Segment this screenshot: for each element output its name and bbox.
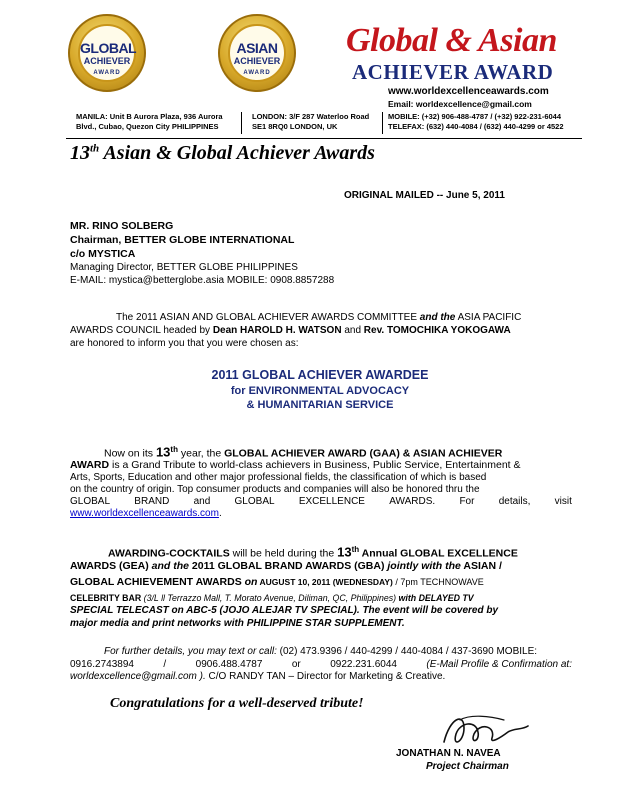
para4-line [70,659,572,671]
london-address [252,112,369,132]
word: AWARDS. [389,496,436,507]
text: ASIA PACIFIC [455,312,522,323]
text: 13 [155,444,171,460]
text: is a Grand Tribute to world-class achievers in Business, Public Service, Entertainment & [109,459,521,471]
signatory-title: Project Chairman [426,761,509,772]
signatory-name: JONATHAN N. NAVEA [396,748,501,759]
text: and the [419,312,456,323]
text: th [351,545,360,554]
phone-number: 0922.231.6044 [330,659,397,670]
word: EXCELLENCE [298,496,365,507]
para2-line: on the country of origin. Top consumer products and companies will also be honored thru the [70,484,480,495]
title-text: Asian & Global Achiever Awards [99,142,375,164]
text: GLOBAL ACHIEVER AWARD (GAA) & ASIAN ACHIEVER [224,447,503,460]
text: Rev. TOMOCHIKA YOKOGAWA [363,325,511,336]
word: GLOBAL [234,496,275,507]
header-email: Email: worldexcellence@gmail.com [388,99,532,109]
seal-word: ASIAN [236,40,278,56]
website-link[interactable]: www.worldexcellenceawards.com [388,86,549,97]
seal-word: ACHIEVER [233,56,281,66]
para2-line [104,444,502,460]
word: and [193,496,211,507]
para4-line [104,646,537,658]
address-line: MANILA: Unit B Aurora Plaza, 936 Aurora [76,112,223,121]
text: CELEBRITY BAR [70,593,144,603]
recipient-role: Managing Director, BETTER GLOBE PHILIPPINES [70,262,298,273]
text: GLOBAL ACHIEVEMENT AWARDS [70,576,245,588]
address-line: SE1 8RQ0 LONDON, UK [252,122,338,131]
intro-line [70,325,511,337]
global-achiever-seal-logo [68,14,146,92]
contact-email: worldexcellence@gmail.com ). [70,671,206,682]
para4-line [70,671,445,683]
para3-line [70,560,502,572]
para3-line [70,592,474,604]
recipient-contact: E-MAIL: mystica@betterglobe.asia MOBILE: 0908.8857288 [70,275,335,286]
para2-line [70,459,521,471]
recipient-care-of: c/o MYSTICA [70,248,136,260]
award-category-line: for ENVIRONMENTAL ADVOCACY [230,385,410,397]
asian-achiever-seal-logo [218,14,296,92]
text: (E-Mail Profile & Confirmation at: [426,659,572,670]
text: jointly with the [387,560,461,572]
intro-line [116,312,521,324]
para3-line [70,605,498,617]
letter-title [70,142,375,165]
word: BRAND [134,496,170,507]
manila-address [76,112,223,132]
text: and the [151,560,190,572]
text: year, the [177,447,225,460]
intro-line: are honored to inform you that you were chosen as: [70,338,299,349]
brand-title: Global & Asian [346,22,557,59]
text: (02) 473.9396 / 440-4299 / 440-4084 / 437-3690 MOBILE: [276,646,538,657]
text: on [244,576,258,588]
text: . [218,508,222,519]
divider [382,112,383,134]
phone-number: 0906.488.4787 [195,659,263,670]
award-year: 2011 [211,368,243,382]
seal-word: ACHIEVER [83,56,131,66]
text: C/O RANDY TAN – Director for Marketing & Creative. [205,671,446,682]
recipient-name: MR. RINO SOLBERG [70,220,174,232]
text: (3/L ll Terrazzo Mall, T. Morato Avenue, Diliman, QC, Philippines) [143,593,397,603]
recipient-title: Chairman, BETTER GLOBE INTERNATIONAL [70,234,295,246]
title-ordinal: th [90,142,100,155]
contact-line: TELEFAX: (632) 440-4084 / (632) 440-4299 or 4522 [388,122,564,131]
text: AWARDING-COCKTAILS [108,547,230,560]
divider [241,112,242,134]
website-url-link[interactable]: www.worldexcellenceawards.com [70,508,219,519]
seal-word: GLOBAL [80,40,137,56]
text: / [163,659,167,670]
para2-line: Arts, Sports, Education and other major professional fields, the classification of which is based [70,472,487,483]
text: AWARD [70,459,110,471]
text: AWARDS (GEA) [70,560,152,572]
seal-word: AWARD [243,70,271,76]
text: SPECIAL TELECAST on ABC-5 (JOJO ALEJAR TV SPECIAL). [70,605,360,616]
brand-subtitle: ACHIEVER AWARD [352,60,554,84]
seal-word: AWARD [93,70,121,76]
text: For further details, you may text or call: [104,646,277,657]
title-number: 13 [70,142,90,164]
closing-line: Congratulations for a well-deserved tribute! [110,696,364,711]
text: will be held during the [229,547,338,560]
text: Now on its [104,447,156,460]
word: GLOBAL [70,496,111,507]
award-category-line: & HUMANITARIAN SERVICE [246,399,394,411]
text: The event will be covered by [359,605,499,616]
text: or [291,659,301,670]
header-rule [66,138,582,139]
text: AUGUST 10, 2011 (WEDNESDAY) [257,577,393,587]
address-line: LONDON: 3/F 287 Waterloo Road [252,112,370,121]
award-title [120,368,520,382]
address-line: Blvd., Cubao, Quezon City PHILIPPINES [76,122,219,131]
award-name: GLOBAL ACHIEVER AWARDEE [242,368,429,382]
para3-line [108,544,518,560]
phone-contacts [388,112,564,132]
award-category [120,384,520,412]
text: / 7pm TECHNOWAVE [392,577,484,587]
text: ASIAN / [460,560,502,572]
text: AWARDS COUNCIL headed by [70,325,213,336]
para2-line [70,496,572,508]
text: th [170,445,178,454]
mailed-date: ORIGINAL MAILED -- June 5, 2011 [344,190,505,201]
text: with DELAYED TV [396,593,474,603]
para3-line: major media and print networks with PHILIPPINE STAR SUPPLEMENT. [70,618,405,629]
para2-line [70,508,222,520]
word: visit [554,496,572,507]
text: 13 [337,544,352,560]
text: Annual GLOBAL EXCELLENCE [359,547,518,560]
word: details, [498,496,531,507]
text: The 2011 ASIAN AND GLOBAL ACHIEVER AWARDS COMMITTEE [116,312,420,323]
contact-line: MOBILE: (+32) 906-488-4787 / (+32) 922-231-6044 [388,112,562,121]
text: 2011 GLOBAL BRAND AWARDS (GBA) [189,560,388,572]
text: Dean HAROLD H. WATSON [212,325,342,336]
word: For [459,496,475,507]
text: and [341,325,364,336]
phone-number: 0916.2743894 [70,659,134,670]
para3-line [70,576,484,588]
